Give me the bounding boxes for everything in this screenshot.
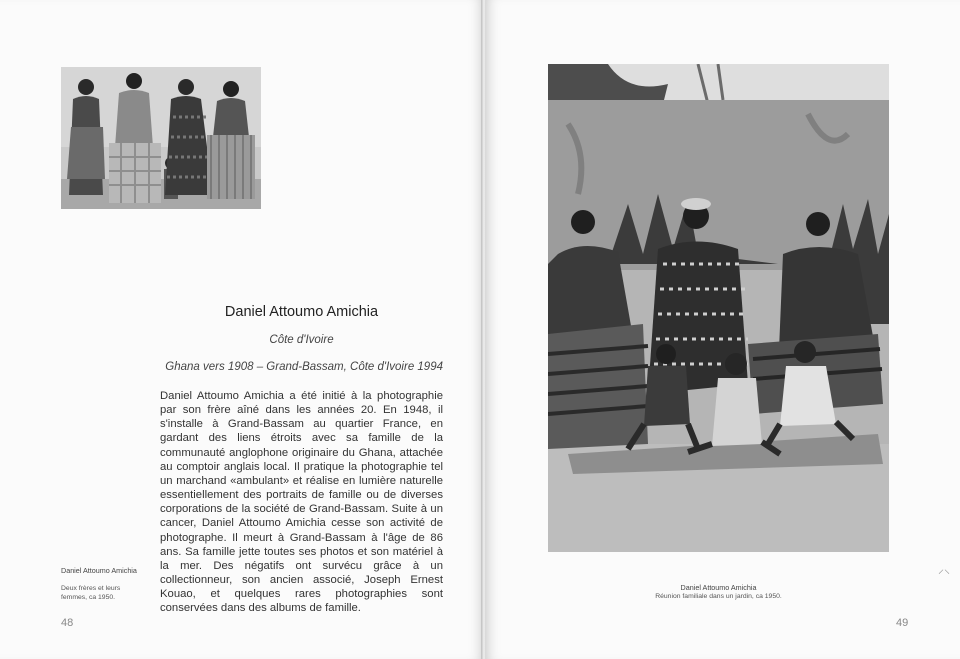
photographer-name-heading: Daniel Attoumo Amichia [224, 304, 379, 320]
right-photo-caption-description: Réunion familiale dans un jardin, ca 1950. [655, 593, 782, 600]
photo-two-brothers-and-wives [61, 67, 261, 209]
photo-family-reunion-garden [548, 64, 889, 552]
page-number-left: 48 [61, 617, 74, 629]
country-subtitle: Côte d'Ivoire [269, 334, 334, 346]
left-photo-caption-description: Deux frères et leurs femmes, ca 1950. [61, 585, 121, 601]
left-photo-caption-name: Daniel Attoumo Amichia [61, 566, 137, 575]
life-dates: Ghana vers 1908 – Grand-Bassam, Côte d'Ivoire 1994 [165, 361, 443, 373]
photo-family-reunion-garden-image [548, 64, 889, 552]
biography-text: Daniel Attoumo Amichia a été initié à la photographie par son frère aîné dans les années 20. En 1948, il s'installe à Grand-Bassam au quartier France, en gardant des liens étroits avec sa famille de la communauté anglophone originaire du Ghana, attachée au comptoir anglais local. Il pratique la photographie tel un marchand «ambulant» et réalise en lumière naturelle essentiellement des portraits de famille ou de diverses corporations de la société de Grand-Bassam. Suite à un cancer, Daniel Attoumo Amichia cesse son activité de photographe. Il meurt à Grand-Bassam à l'âge de 86 ans. Sa famille jette toutes ses photos et son matériel à la mer. Des négatifs ont survécu grâce à un collectionneur, son ancien associé, Joseph Ernest Kouao, et quelques rares photographies sont conservées dans des albums de famille. [160, 390, 443, 615]
page-smudge-mark: ⸝⸜ [938, 562, 951, 576]
page-number-right: 49 [896, 617, 909, 629]
right-photo-caption-name: Daniel Attoumo Amichia [680, 583, 757, 592]
photo-two-brothers-and-wives-image [61, 67, 261, 209]
